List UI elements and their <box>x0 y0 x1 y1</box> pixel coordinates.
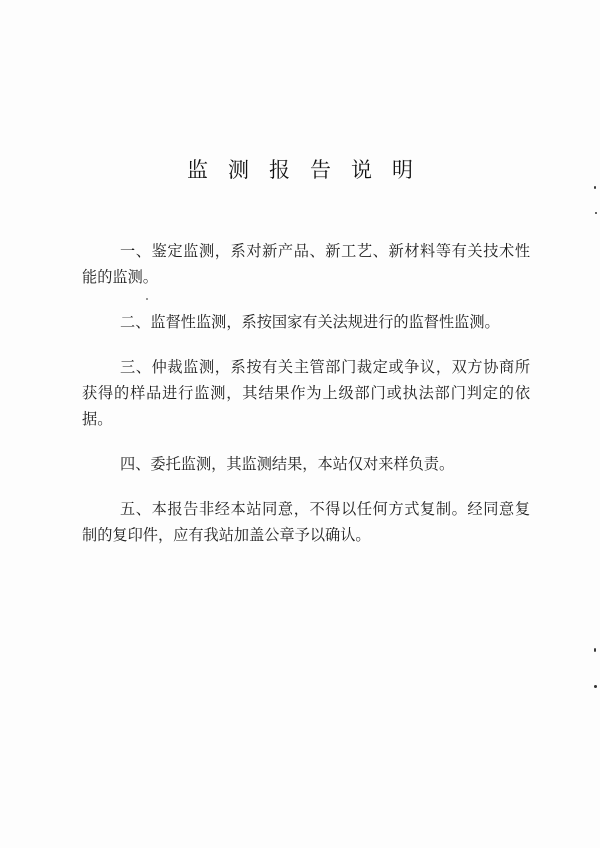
paragraph-1: 一、鉴定监测，系对新产品、新工艺、新材料等有关技术性能的监测。 <box>82 242 530 286</box>
paragraph-5: 五、本报告非经本站同意，不得以任何方式复制。经同意复制的复印件，应有我站加盖公章予以确认。 <box>82 500 530 544</box>
document-title: 监测报告说明 <box>187 158 433 182</box>
scan-speck <box>146 298 148 300</box>
paragraph-4: 四、委托监测，其监测结果，本站仅对来样负责。 <box>120 455 455 473</box>
scan-speck <box>594 685 597 688</box>
scan-speck <box>594 648 596 652</box>
paragraph-2: 二、监督性监测，系按国家有关法规进行的监督性监测。 <box>120 313 500 331</box>
scan-speck <box>595 212 597 214</box>
scan-speck <box>594 186 596 189</box>
document-body <box>82 238 530 567</box>
paragraph-3: 三、仲裁监测，系按有关主管部门裁定或争议，双方协商所获得的样品进行监测，其结果作为上级部门或执法部门判定的依据。 <box>82 358 530 428</box>
